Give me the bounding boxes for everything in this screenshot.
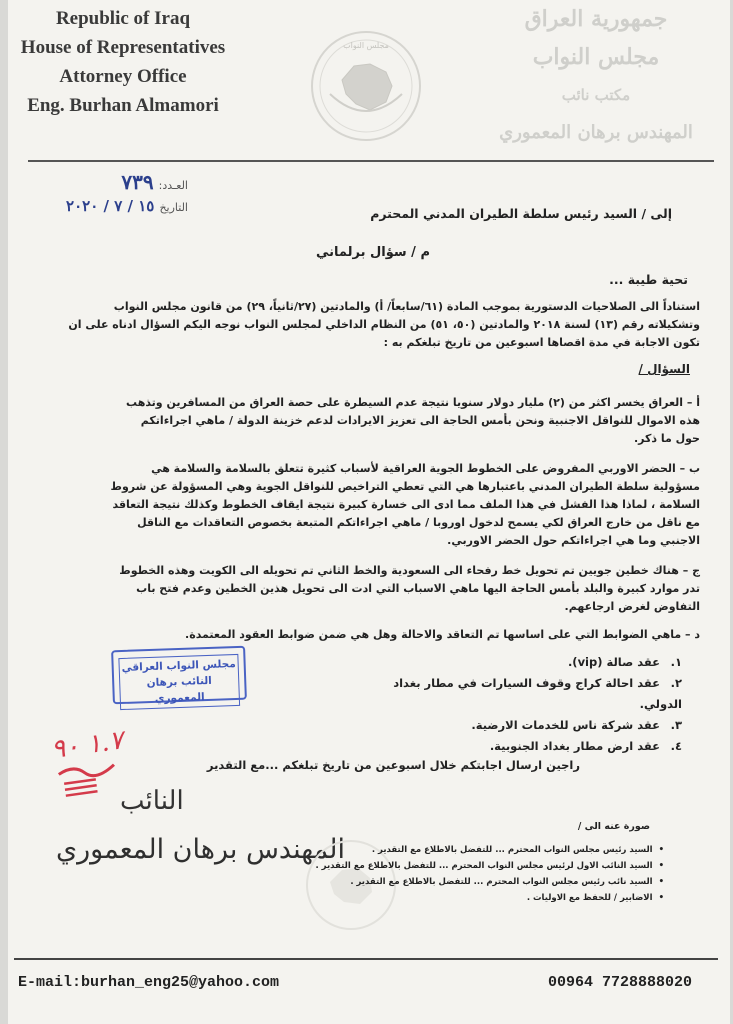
question-heading: السؤال / <box>638 362 690 376</box>
letterhead-ar-line: مجلس النواب <box>532 44 660 70</box>
paragraph-line: التفاوض لغرض ارجاعهم. <box>564 600 700 613</box>
cc-list <box>304 842 664 906</box>
subject-line: م / سؤال برلماني <box>315 245 430 260</box>
stamp-line: النائب برهان المعموري <box>146 674 213 705</box>
list-item <box>382 715 682 736</box>
number-value: ٧٣٩ <box>121 170 154 194</box>
number-label: العـدد: <box>158 179 188 192</box>
parliament-seal-emblem <box>308 28 424 144</box>
letterhead-line: Attorney Office <box>59 66 187 87</box>
intro-paragraph <box>30 298 700 352</box>
list-item <box>382 673 682 715</box>
paragraph-line: هذه الاموال للنواقل الاجنبية ونحن بأمس الحاجة الى تعزيز الايرادات لدعم خزينة الدولة / ماهي اجراءاتكم <box>140 414 700 427</box>
signatory-name: المهندس برهان المعموري <box>56 834 346 865</box>
question-item-a <box>30 394 700 448</box>
contract-list <box>382 652 682 757</box>
question-item-d: د – ماهي الضوابط التي على اساسها تم التعاقد والاحالة وهل هي ضمن ضوابط العقود المعتمدة. <box>185 628 700 641</box>
handwritten-red-mark <box>49 725 131 807</box>
letterhead-ar-line: جمهورية العراق <box>524 6 668 32</box>
stamp-line: مجلس النواب العراقي <box>121 658 236 674</box>
question-item-c <box>30 562 700 616</box>
seal-text: مجلس النواب <box>343 41 389 50</box>
letterhead-line: Republic of Iraq <box>55 8 191 29</box>
list-text: عقد شركة ناس للخدمات الارضية. <box>471 718 660 732</box>
letterhead-arabic <box>486 0 706 152</box>
addressee: إلى / السيد رئيس سلطة الطيران المدني المحترم <box>370 206 672 221</box>
list-item <box>382 652 682 673</box>
letterhead-english <box>8 4 238 120</box>
paragraph-line: تدر موارد كبيرة والبلد بأمس الحاجة اليها ماهي الاسباب التي ادت الى تحويل هذين الخطين وعدم فتح باب <box>136 582 700 595</box>
paragraph-line: ج – هناك خطين جويين تم تحويل خط رفحاء الى السعودية والخط الثاني تم تحويله الى الكويت وهذه الخطوط <box>119 564 700 577</box>
footer-email: E-mail:burhan_eng25@yahoo.com <box>18 974 280 991</box>
list-number: ٢. <box>670 676 682 690</box>
list-text: عقد ارض مطار بغداد الجنوبية. <box>489 739 660 753</box>
paragraph-line: استناداً الى الصلاحيات الدستورية بموجب المادة (٦١/سابعاً/ أ) والمادتين (٢٧/ثانياً، ٢٩) من قانون مجلس النواب <box>113 300 700 313</box>
paragraph-line: أ – العراق يخسر اكثر من (٢) مليار دولار سنويا نتيجة عدم السيطرة على حصة العراق من المسافرين وتذهب <box>126 396 700 409</box>
paragraph-line: تكون الاجابة في مدة اقصاها اسبوعين من تاريخ تبلغكم به : <box>383 336 700 349</box>
question-item-b <box>30 460 700 550</box>
cc-item: • السيد رئيس مجلس النواب المحترم ... للتفضل بالاطلاع مع التقدير . <box>304 842 664 858</box>
paragraph-line: السلامة ، لماذا هذا الفشل في هذا الملف مما ادى الى خسارة كبيرة نتيجة ايقاف الخطوط وكذلك نتيجة التعاقد <box>112 498 700 511</box>
footer-divider <box>14 958 718 960</box>
greeting: تحية طيبة ... <box>609 272 688 287</box>
letter-page <box>8 0 730 1024</box>
paragraph-line: حول ما ذكر. <box>633 432 700 445</box>
letterhead-line: House of Representatives <box>20 37 226 58</box>
letterhead-ar-line: المهندس برهان المعموري <box>499 122 693 143</box>
cc-item: • السيد النائب الاول لرئيس مجلس النواب المحترم ... للتفضل بالاطلاع مع التقدير . <box>304 858 664 874</box>
header-divider <box>28 160 714 162</box>
date-value: ١٥ / ٧ / ٢٠٢٠ <box>66 197 155 215</box>
paragraph-line: الاجنبي وما هي اجراءاتكم حول الحضر الاوربي. <box>447 534 700 547</box>
cc-heading: صورة عنه الى / <box>577 821 650 832</box>
closing-line: راجين ارسال اجابتكم خلال اسبوعين من تاريخ تبلغكم ...مع التقدير <box>206 758 580 772</box>
document-number <box>68 170 188 194</box>
cc-item: • الاضابير / للحفظ مع الاوليات . <box>304 890 664 906</box>
signatory-title: النائب <box>120 786 184 816</box>
paragraph-line: وتشكيلاته رقم (١٣) لسنة ٢٠١٨ والمادتين (٥٠، ٥١) من النظام الداخلي لمجلس النواب نوجه اليكم السؤال ادناه على ان <box>68 318 700 331</box>
handwritten-note: ١.٧ ٩٠ <box>49 725 126 766</box>
letterhead-ar-line: مكتب نائب <box>561 86 631 104</box>
document-date <box>48 196 188 215</box>
list-number: ١. <box>670 655 682 669</box>
official-stamp <box>111 646 247 705</box>
list-text: عقد صالة (vip). <box>567 655 660 669</box>
paragraph-line: ب – الحضر الاوربي المفروض على الخطوط الجوية العراقية لأسباب كثيرة تتعلق بالسلامة والسلامة هي <box>151 462 700 475</box>
letterhead-line: Eng. Burhan Almamori <box>27 95 219 116</box>
footer-phone: 00964 7728888020 <box>547 974 692 991</box>
list-item <box>382 736 682 757</box>
list-number: ٤. <box>670 739 682 753</box>
paragraph-line: مع ناقل من خارج العراق لكي يسمح لدخول اوروبا / ماهي اجراءاتكم المتبعة بخصوص التعاقدات مع الناقل <box>137 516 700 529</box>
cc-item: • السيد نائب رئيس مجلس النواب المحترم ... للتفضل بالاطلاع مع التقدير . <box>304 874 664 890</box>
list-number: ٣. <box>670 718 682 732</box>
list-text: عقد احالة كراج وقوف السيارات في مطار بغداد الدولي. <box>393 676 682 711</box>
date-label: التاريخ <box>159 201 188 214</box>
paragraph-line: مسؤولية سلطة الطيران المدني باعتبارها هي التي تعطي التراخيص للنواقل الجوية وهي المسؤولة عن شروط <box>110 480 700 493</box>
